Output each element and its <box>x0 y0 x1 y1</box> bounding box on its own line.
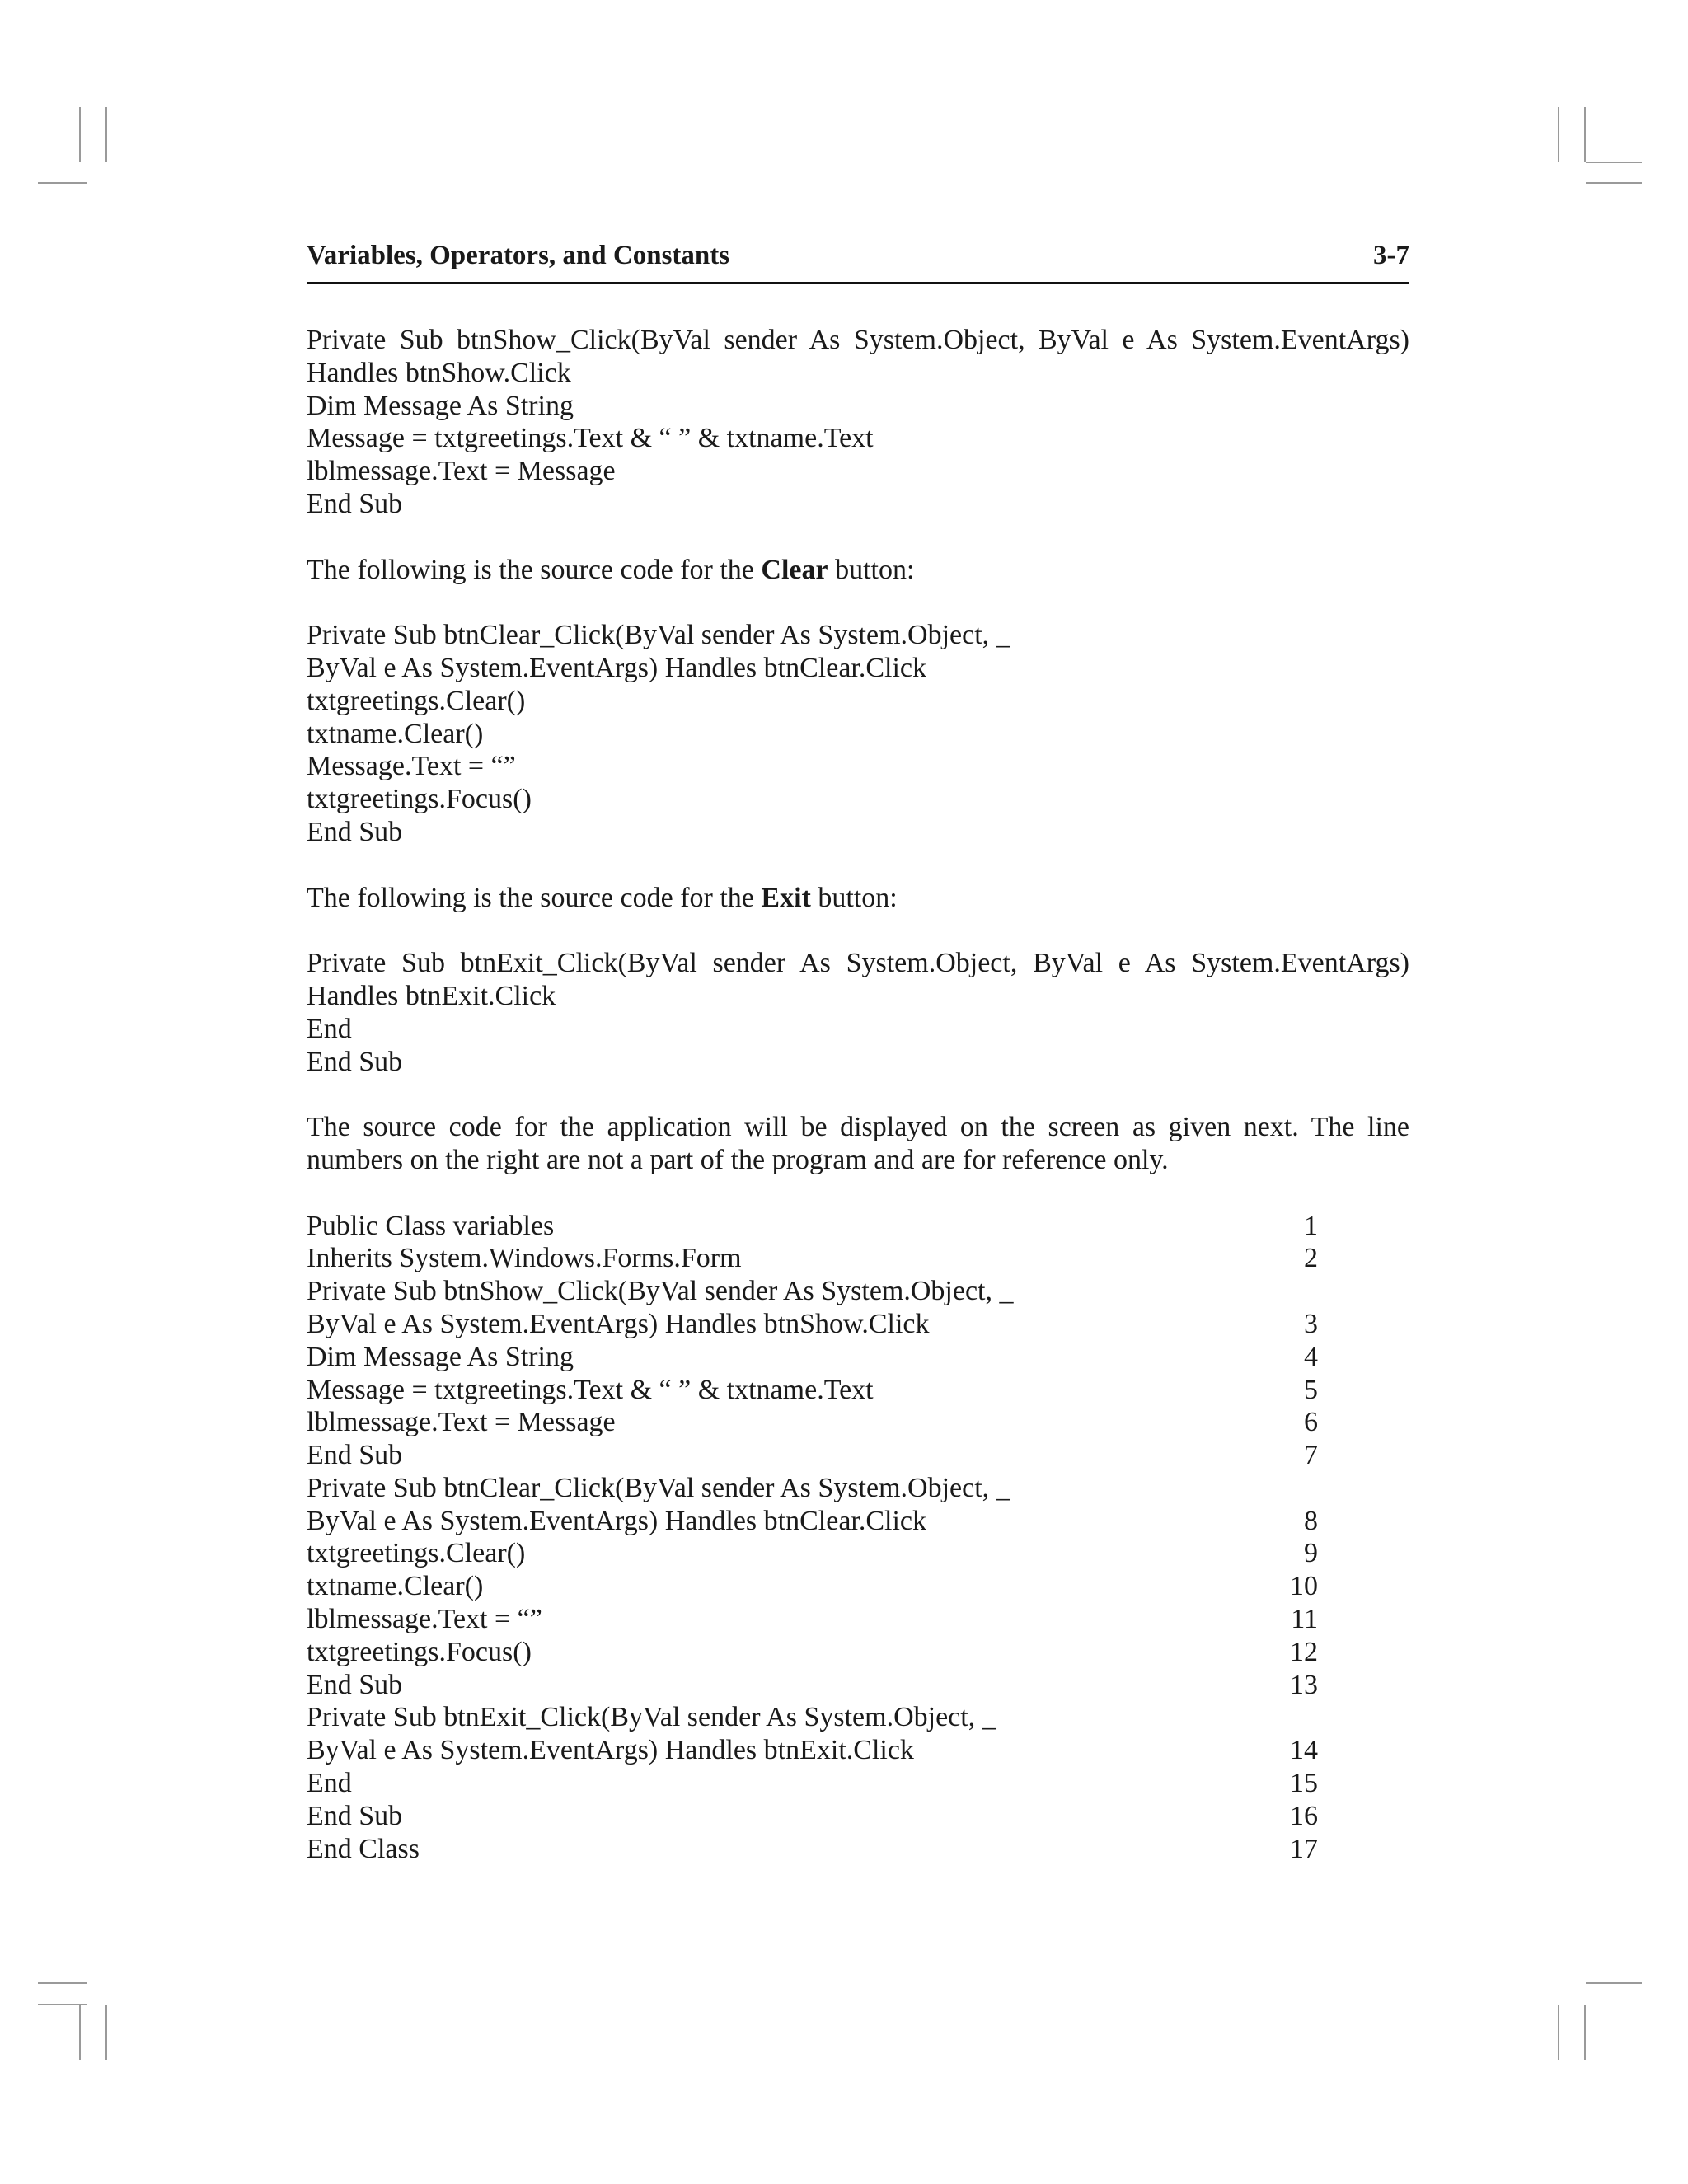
crop-mark <box>38 1982 87 1984</box>
crop-mark <box>106 107 107 162</box>
crop-mark <box>79 107 81 162</box>
listing-code: End Sub <box>307 1669 403 1700</box>
listing-row <box>307 1767 1409 1800</box>
crop-mark <box>1584 107 1586 162</box>
line-number: 6 <box>1304 1407 1318 1438</box>
code-line: End Sub <box>307 1046 403 1077</box>
crop-mark <box>38 182 87 184</box>
line-number: 1 <box>1304 1210 1318 1241</box>
code-line: Private Sub btnShow_Click(ByVal sender As System.Object, ByVal e As System.EventArgs) <box>307 325 1409 355</box>
listing-row <box>307 1308 1409 1341</box>
code-line: Message = txtgreetings.Text & “ ” & txtname.Text <box>307 423 874 454</box>
listing-code: lblmessage.Text = “” <box>307 1604 542 1635</box>
code-block-show <box>307 324 1409 521</box>
line-number: 15 <box>1290 1768 1318 1799</box>
button-name: Exit <box>761 882 811 913</box>
code-block-exit <box>307 947 1409 1078</box>
listing-code: Private Sub btnExit_Click(ByVal sender As System.Object, _ <box>307 1702 996 1733</box>
listing-row <box>307 1570 1409 1603</box>
code-block-clear <box>307 619 1409 849</box>
line-number: 3 <box>1304 1308 1318 1339</box>
line-number: 5 <box>1304 1374 1318 1405</box>
listing-row <box>307 1734 1409 1767</box>
listing-code: Inherits System.Windows.Forms.Form <box>307 1243 742 1274</box>
listing-row <box>307 1242 1409 1275</box>
listing-code: ByVal e As System.EventArgs) Handles btnShow.Click <box>307 1308 930 1339</box>
crop-mark <box>1584 2005 1586 2060</box>
code-line: End <box>307 1013 352 1044</box>
listing-row <box>307 1701 1409 1734</box>
listing-code: End Class <box>307 1833 420 1864</box>
line-number: 10 <box>1290 1571 1318 1602</box>
code-line: Dim Message As String <box>307 390 574 421</box>
line-number: 2 <box>1304 1243 1318 1274</box>
code-line: txtgreetings.Clear() <box>307 685 526 716</box>
line-number: 7 <box>1304 1440 1318 1471</box>
code-line: Handles btnExit.Click <box>307 980 556 1011</box>
intro-text: button: <box>810 882 898 913</box>
crop-mark <box>1586 1982 1642 1984</box>
listing-row <box>307 1374 1409 1407</box>
clear-intro-paragraph <box>307 554 1409 587</box>
line-number: 11 <box>1291 1604 1318 1635</box>
crop-mark <box>1586 162 1642 163</box>
page-number: 3-7 <box>1373 241 1409 270</box>
listing-row <box>307 1603 1409 1636</box>
listing-code: ByVal e As System.EventArgs) Handles btnClear.Click <box>307 1505 927 1536</box>
exit-intro-paragraph <box>307 882 1409 915</box>
listing-row <box>307 1669 1409 1702</box>
listing-row <box>307 1636 1409 1669</box>
code-line: End Sub <box>307 816 403 847</box>
crop-mark <box>79 2005 81 2060</box>
listing-row <box>307 1275 1409 1308</box>
listing-code: End Sub <box>307 1440 403 1471</box>
listing-row <box>307 1341 1409 1374</box>
code-listing <box>307 1210 1409 1866</box>
line-number: 4 <box>1304 1341 1318 1372</box>
code-line: txtname.Clear() <box>307 718 484 749</box>
code-line: Message.Text = “” <box>307 751 516 782</box>
intro-text: button: <box>828 554 915 585</box>
code-line: txtgreetings.Focus() <box>307 784 532 815</box>
crop-mark <box>106 2005 107 2060</box>
crop-mark <box>1586 182 1642 184</box>
chapter-title: Variables, Operators, and Constants <box>307 241 730 270</box>
listing-row <box>307 1472 1409 1505</box>
code-line: End Sub <box>307 488 403 519</box>
intro-text: The following is the source code for the <box>307 554 762 585</box>
listing-row <box>307 1210 1409 1243</box>
code-line: ByVal e As System.EventArgs) Handles btnClear.Click <box>307 652 927 683</box>
line-number: 14 <box>1290 1735 1318 1766</box>
listing-code: End <box>307 1768 352 1799</box>
crop-mark <box>1558 107 1559 162</box>
button-name: Clear <box>761 554 828 585</box>
code-line: lblmessage.Text = Message <box>307 456 616 487</box>
listing-code: ByVal e As System.EventArgs) Handles btnExit.Click <box>307 1735 914 1766</box>
running-header <box>307 236 1409 284</box>
listing-code: txtgreetings.Focus() <box>307 1636 532 1667</box>
listing-code: Message = txtgreetings.Text & “ ” & txtname.Text <box>307 1374 874 1405</box>
line-number: 8 <box>1304 1505 1318 1536</box>
listing-row <box>307 1406 1409 1439</box>
listing-row <box>307 1537 1409 1570</box>
line-number: 16 <box>1290 1800 1318 1831</box>
line-number: 12 <box>1290 1636 1318 1667</box>
listing-note-paragraph: The source code for the application will be displayed on the screen as given next. The line numbers on the right are not a part of the program and are for reference only. <box>307 1112 1409 1175</box>
listing-row <box>307 1439 1409 1472</box>
listing-code: txtgreetings.Clear() <box>307 1538 526 1569</box>
crop-mark <box>1558 2005 1559 2060</box>
code-line: Handles btnShow.Click <box>307 357 571 388</box>
listing-row <box>307 1800 1409 1833</box>
listing-code: txtname.Clear() <box>307 1571 484 1602</box>
page-body <box>307 324 1409 1865</box>
code-line: Private Sub btnClear_Click(ByVal sender As System.Object, _ <box>307 620 1010 651</box>
listing-row <box>307 1833 1409 1866</box>
listing-code: End Sub <box>307 1800 403 1831</box>
listing-code: Dim Message As String <box>307 1341 574 1372</box>
listing-row <box>307 1505 1409 1538</box>
line-number: 13 <box>1290 1669 1318 1700</box>
code-line: Private Sub btnExit_Click(ByVal sender As System.Object, ByVal e As System.EventArgs) <box>307 948 1409 979</box>
listing-code: Private Sub btnClear_Click(ByVal sender As System.Object, _ <box>307 1472 1010 1503</box>
listing-code: Private Sub btnShow_Click(ByVal sender As System.Object, _ <box>307 1276 1014 1307</box>
line-number: 9 <box>1304 1538 1318 1569</box>
intro-text: The following is the source code for the <box>307 882 762 913</box>
line-number: 17 <box>1290 1833 1318 1864</box>
listing-code: lblmessage.Text = Message <box>307 1407 616 1438</box>
listing-code: Public Class variables <box>307 1210 555 1241</box>
